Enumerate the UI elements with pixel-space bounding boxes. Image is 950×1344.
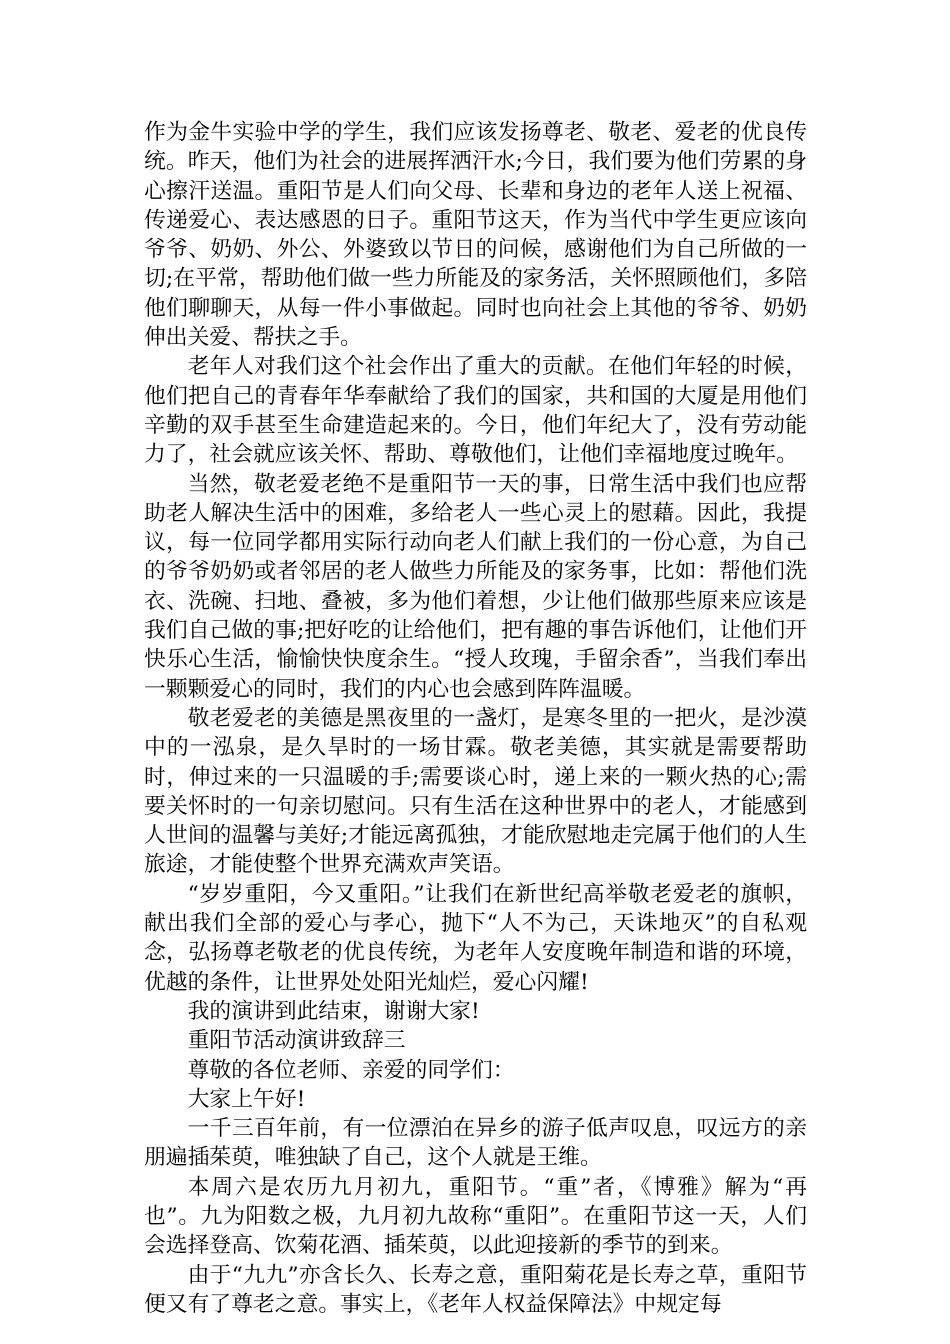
paragraph-double-ninth: 本周六是农历九月初九，重阳节。“重”者，《博雅》解为“再也”。九为阳数之极，九月初九故称“重阳”。在重阳节这一天，人们会选择登高、饮菊花酒、插茱萸，以此迎接新的季节的到来。 [144,1174,807,1259]
paragraph-virtue: 敬老爱老的美德是黑夜里的一盏灯，是寒冬里的一把火，是沙漠中的一泓泉，是久旱时的一场甘霖。敬老美德，其实就是需要帮助时，伸过来的一只温暖的手;需要谈心时，递上来的一颗火热的心;需要关怀时的一句亲切慰问。只有生活在这种世界中的老人，才能感到人世间的温馨与美好;才能远离孤独，才能欣慰地走完属于他们的人生旅途，才能使整个世界充满欢声笑语。 [144,705,807,878]
paragraph-daily-care: 当然，敬老爱老绝不是重阳节一天的事，日常生活中我们也应帮助老人解决生活中的困难，多给老人一些心灵上的慰藉。因此，我提议，每一位同学都用实际行动向老人们献上我们的一份心意，为自己的爷爷奶奶或者邻居的老人做些力所能及的家务事，比如：帮他们洗衣、洗碗、扫地、叠被，多为他们着想，少让他们做那些原来应该是我们自己做的事;把好吃的让给他们，把有趣的事告诉他们，让他们开快乐心生活，愉愉快快度余生。“授人玫瑰，手留余香”，当我们奉出一颗颗爱心的同时，我们的内心也会感到阵阵温暖。 [144,471,807,702]
paragraph-student-duty: 作为金牛实验中学的学生，我们应该发扬尊老、敬老、爱老的优良传统。昨天，他们为社会的进展挥洒汗水;今日，我们要为他们劳累的身心擦汗送温。重阳节是人们向父母、长辈和身边的老年人送上祝福、传递爱心、表达感恩的日子。重阳节这天，作为当代中学生更应该向爷爷、奶奶、外公、外婆致以节日的问候，感谢他们为自己所做的一切;在平常，帮助他们做一些力所能及的家务活，关怀照顾他们，多陪他们聊聊天，从每一件小事做起。同时也向社会上其他的爷爷、奶奶伸出关爱、帮扶之手。 [144,120,807,351]
paragraph-closing: 我的演讲到此结束，谢谢大家! [187,998,480,1024]
salutation: 尊敬的各位老师、亲爱的同学们： [187,1057,515,1083]
paragraph-longevity: 由于“九九”亦含长久、长寿之意，重阳菊花是长寿之草，重阳节便又有了尊老之意。事实上，《老年人权益保障法》中规定每 [144,1262,807,1317]
document-page [144,118,807,1319]
greeting: 大家上午好! [187,1086,306,1112]
paragraph-call-to-action: “岁岁重阳，今又重阳。”让我们在新世纪高举敬老爱老的旗帜，献出我们全部的爱心与孝心，抛下“人不为己，天诛地灭”的自私观念，弘扬尊老敬老的优良传统，为老年人安度晚年制造和谐的环境，优越的条件，让世界处处阳光灿烂，爱心闪耀! [144,881,807,995]
section-title: 重阳节活动演讲致辞三 [187,1028,406,1054]
paragraph-elderly-contribution: 老年人对我们这个社会作出了重大的贡献。在他们年轻的时候，他们把自己的青春年华奉献给了我们的国家，共和国的大厦是用他们辛勤的双手甚至生命建造起来的。今日，他们年纪大了，没有劳动能力了，社会就应该关怀、帮助、尊敬他们，让他们幸福地度过晚年。 [144,354,807,468]
paragraph-wang-wei: 一千三百年前，有一位漂泊在异乡的游子低声叹息，叹远方的亲朋遍插茱萸，唯独缺了自己，这个人就是王维。 [144,1116,807,1171]
